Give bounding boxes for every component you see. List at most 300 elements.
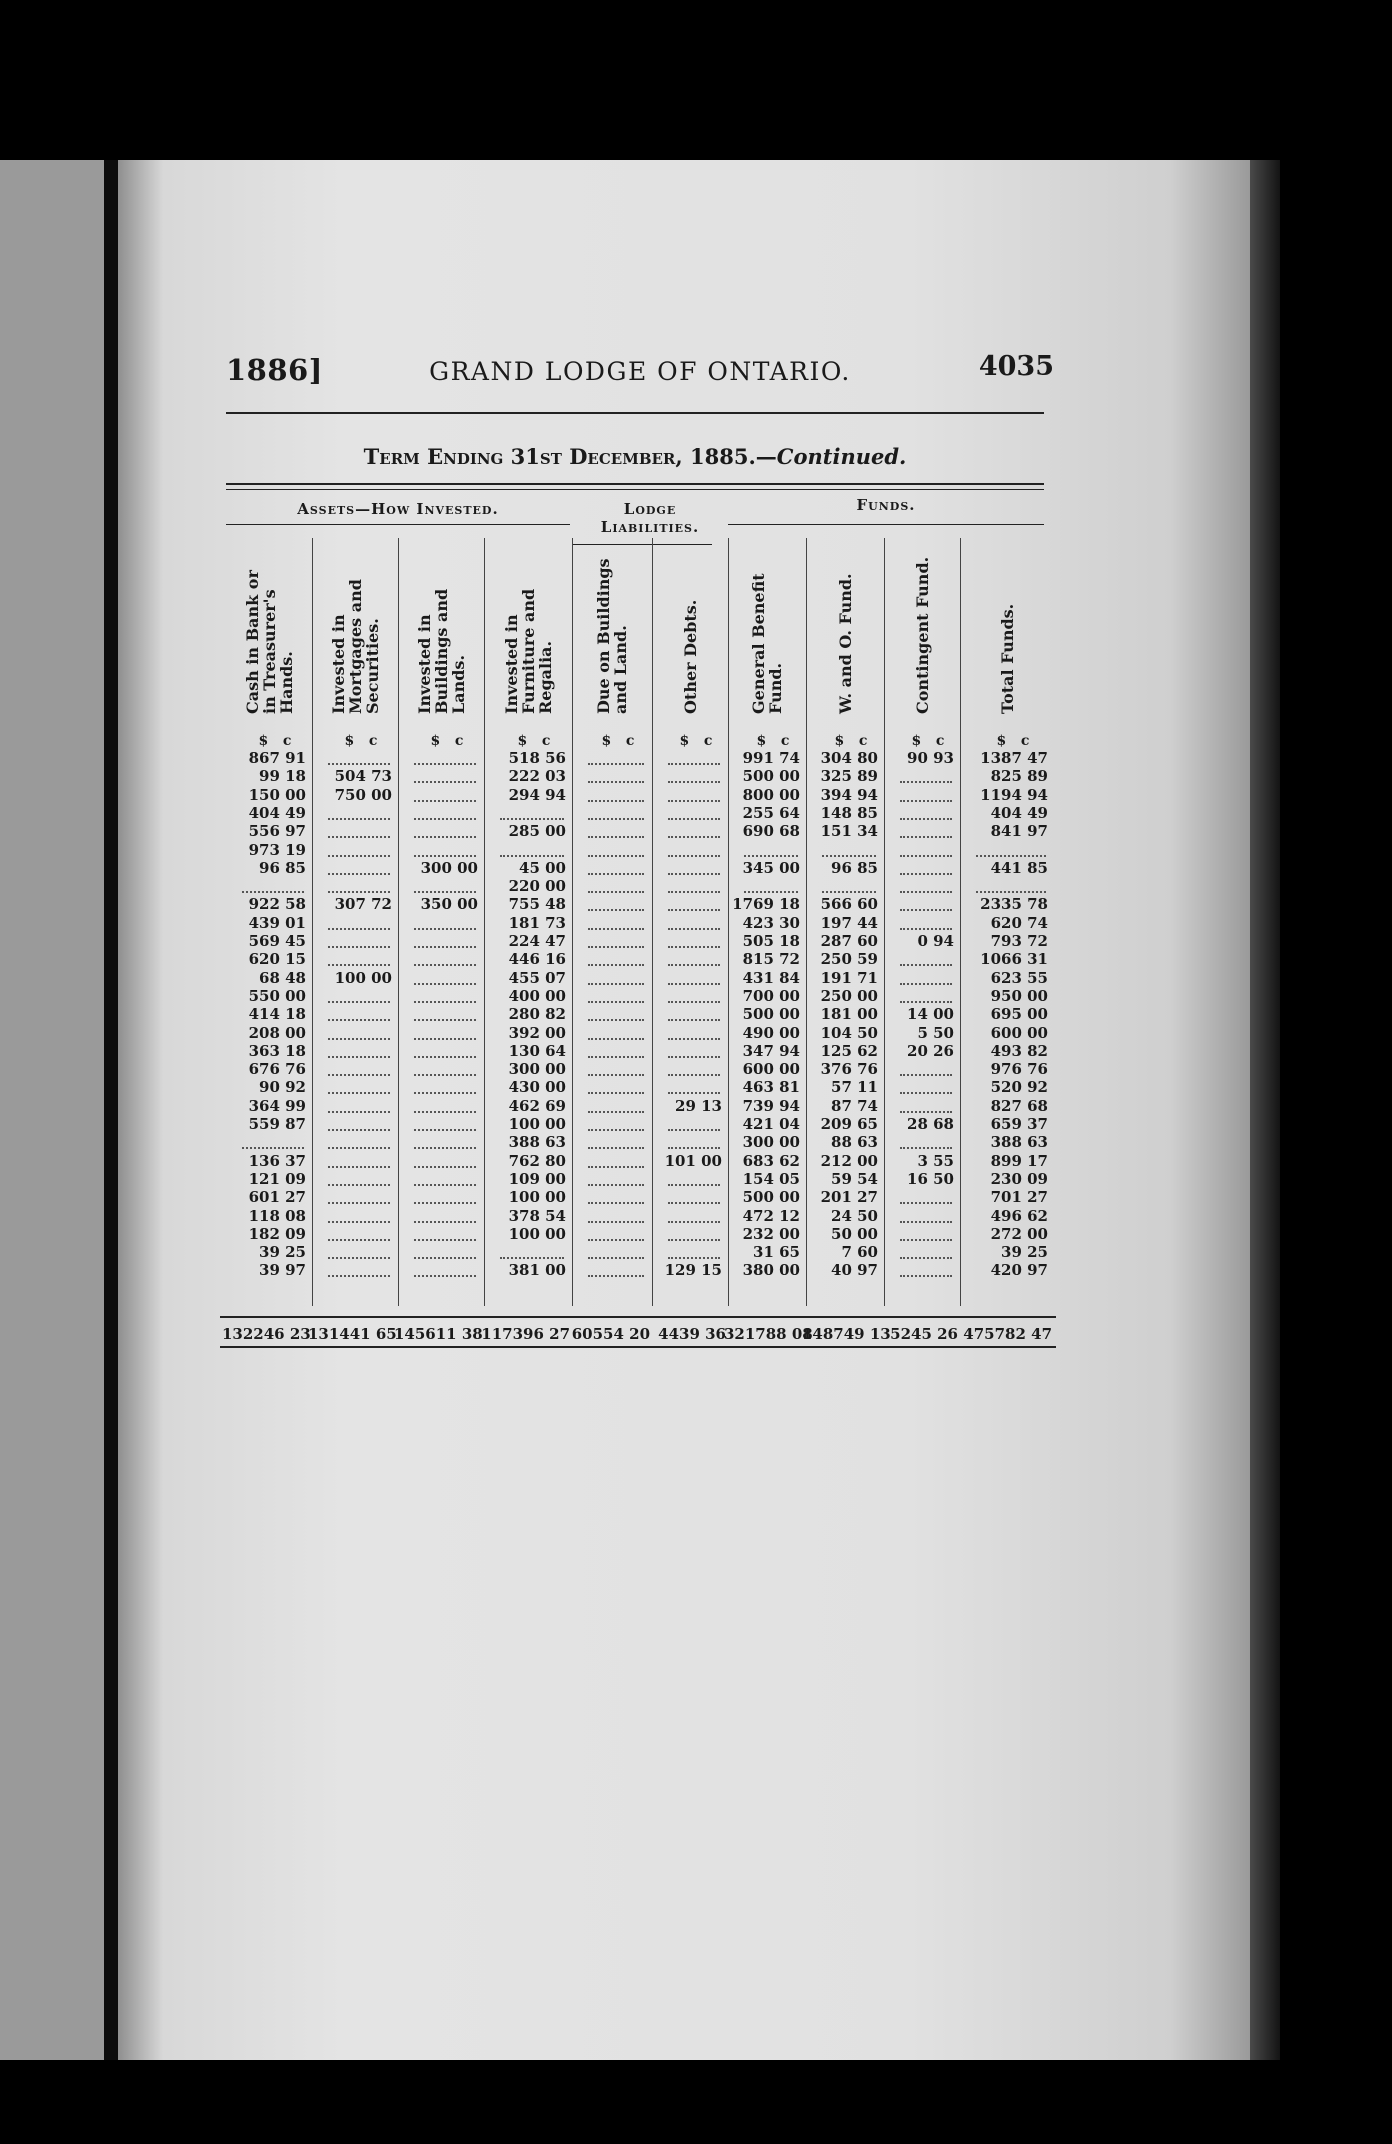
group-funds: Funds. bbox=[856, 496, 916, 514]
table-cell: 88 63 bbox=[831, 1133, 878, 1152]
leader-dots bbox=[414, 1111, 476, 1113]
leader-dots bbox=[668, 891, 720, 893]
leader-dots bbox=[588, 781, 644, 783]
leader-dots bbox=[668, 1056, 720, 1058]
leader-dots bbox=[328, 1147, 390, 1149]
leader-dots bbox=[328, 1038, 390, 1040]
leader-dots bbox=[242, 891, 304, 893]
leader-dots bbox=[328, 1221, 390, 1223]
table-cell: 976 76 bbox=[990, 1060, 1048, 1079]
leader-dots bbox=[414, 1257, 476, 1259]
leader-dots bbox=[414, 781, 476, 783]
leader-dots bbox=[588, 1275, 644, 1277]
table-cell: 394 94 bbox=[820, 785, 878, 804]
column-header bbox=[960, 544, 1054, 716]
table-cell: 100 00 bbox=[508, 1224, 566, 1243]
table-cell: 496 62 bbox=[990, 1206, 1048, 1225]
leader-dots bbox=[900, 873, 952, 875]
leader-dots bbox=[588, 928, 644, 930]
leader-dots bbox=[900, 836, 952, 838]
table-cell: 57 11 bbox=[831, 1078, 878, 1097]
table-cell: 130 64 bbox=[508, 1041, 566, 1060]
table-cell: 39 25 bbox=[259, 1243, 306, 1262]
total-cell: 131441 65 bbox=[308, 1325, 397, 1343]
leader-dots bbox=[900, 1092, 952, 1094]
leader-dots bbox=[588, 1239, 644, 1241]
units-label: $ c bbox=[344, 733, 378, 749]
table-cell: 7 60 bbox=[841, 1243, 878, 1262]
page-year: 1886] bbox=[226, 353, 323, 387]
table-cell: 151 34 bbox=[820, 822, 878, 841]
leader-dots bbox=[822, 891, 876, 893]
leader-dots bbox=[588, 946, 644, 948]
table-cell: 493 82 bbox=[990, 1041, 1048, 1060]
leader-dots bbox=[900, 800, 952, 802]
table-cell: 50 00 bbox=[831, 1224, 878, 1243]
leader-dots bbox=[328, 873, 390, 875]
table-cell: 815 72 bbox=[742, 950, 800, 969]
leader-dots bbox=[328, 818, 390, 820]
units-label: $ c bbox=[517, 733, 551, 749]
head-rule bbox=[226, 412, 1044, 414]
leader-dots bbox=[668, 1221, 720, 1223]
leader-dots bbox=[414, 1221, 476, 1223]
total-cell: 145611 38 bbox=[394, 1325, 483, 1343]
table-cell: 827 68 bbox=[990, 1096, 1048, 1115]
table-cell: 755 48 bbox=[508, 895, 566, 914]
table-cell: 24 50 bbox=[831, 1206, 878, 1225]
units-label: $ c bbox=[756, 733, 790, 749]
units-label: $ c bbox=[996, 733, 1030, 749]
total-cell: 117396 27 bbox=[481, 1325, 570, 1343]
table-cell: 59 54 bbox=[831, 1169, 878, 1188]
leader-dots bbox=[900, 781, 952, 783]
leader-dots bbox=[328, 1275, 390, 1277]
units-label: $ c bbox=[911, 733, 945, 749]
totals-rule-2 bbox=[220, 1346, 1056, 1348]
column-header-label: Other Debts. bbox=[680, 599, 700, 714]
units-label: $ c bbox=[834, 733, 868, 749]
leader-dots bbox=[414, 946, 476, 948]
table-cell: 90 93 bbox=[907, 749, 954, 767]
table-cell: 285 00 bbox=[508, 822, 566, 841]
leader-dots bbox=[588, 964, 644, 966]
caption-rule-2 bbox=[226, 489, 1044, 490]
table-cell: 441 85 bbox=[990, 858, 1048, 877]
leader-dots bbox=[328, 1056, 390, 1058]
table-cell: 5 50 bbox=[917, 1023, 954, 1042]
leader-dots bbox=[900, 855, 952, 857]
table-cell: 1387 47 bbox=[980, 749, 1048, 767]
leader-dots bbox=[900, 1221, 952, 1223]
leader-dots bbox=[588, 1166, 644, 1168]
leader-dots bbox=[668, 1001, 720, 1003]
column-divider bbox=[728, 538, 729, 1306]
leader-dots bbox=[414, 1129, 476, 1131]
leader-dots bbox=[328, 891, 390, 893]
table-cell: 31 65 bbox=[753, 1243, 800, 1262]
table-cell: 208 00 bbox=[248, 1023, 306, 1042]
page-edge bbox=[1250, 160, 1280, 2060]
leader-dots bbox=[668, 873, 720, 875]
table-cell: 518 56 bbox=[508, 749, 566, 767]
leader-dots bbox=[588, 1202, 644, 1204]
table-cell: 867 91 bbox=[248, 749, 306, 767]
leader-dots bbox=[414, 1038, 476, 1040]
table-cell: 220 00 bbox=[508, 877, 566, 896]
table-cell: 500 00 bbox=[742, 1005, 800, 1024]
table-cell: 68 48 bbox=[259, 968, 306, 987]
table-cell: 500 00 bbox=[742, 767, 800, 786]
leader-dots bbox=[328, 1111, 390, 1113]
totals-rule-1 bbox=[220, 1316, 1056, 1318]
table-cell: 899 17 bbox=[990, 1151, 1048, 1170]
total-cell: 132246 23 bbox=[222, 1325, 311, 1343]
leader-dots bbox=[668, 836, 720, 838]
table-cell: 973 19 bbox=[248, 840, 306, 859]
table-cell: 388 63 bbox=[508, 1133, 566, 1152]
table-cell: 28 68 bbox=[907, 1115, 954, 1133]
table-cell: 104 50 bbox=[820, 1023, 878, 1042]
column-header-label: Invested in Mortgages and Securities. bbox=[328, 579, 382, 714]
leader-dots bbox=[328, 1166, 390, 1168]
leader-dots bbox=[588, 763, 644, 765]
leader-dots bbox=[328, 1001, 390, 1003]
table-cell: 280 82 bbox=[508, 1005, 566, 1024]
leader-dots bbox=[414, 1184, 476, 1186]
table-cell: 129 15 bbox=[664, 1261, 722, 1280]
table-cell: 421 04 bbox=[742, 1115, 800, 1133]
leader-dots bbox=[588, 1001, 644, 1003]
leader-dots bbox=[900, 1257, 952, 1259]
units-label: $ c bbox=[679, 733, 713, 749]
table-cell: 300 00 bbox=[508, 1060, 566, 1079]
leader-dots bbox=[900, 983, 952, 985]
table-cell: 550 00 bbox=[248, 986, 306, 1005]
table-cell: 345 00 bbox=[742, 858, 800, 877]
leader-dots bbox=[588, 1129, 644, 1131]
table-cell: 381 00 bbox=[508, 1261, 566, 1280]
table-cell: 232 00 bbox=[742, 1224, 800, 1243]
leader-dots bbox=[414, 964, 476, 966]
table-cell: 700 00 bbox=[742, 986, 800, 1005]
leader-dots bbox=[328, 964, 390, 966]
total-cell: 321788 08 bbox=[724, 1325, 813, 1343]
leader-dots bbox=[588, 1147, 644, 1149]
table-cell: 2335 78 bbox=[980, 895, 1048, 914]
table-cell: 325 89 bbox=[820, 767, 878, 786]
table-cell: 695 00 bbox=[990, 1005, 1048, 1024]
table-cell: 676 76 bbox=[248, 1060, 306, 1079]
table-cell: 40 97 bbox=[831, 1261, 878, 1280]
table-cell: 659 37 bbox=[990, 1115, 1048, 1133]
column-header-label: W. and O. Fund. bbox=[835, 573, 855, 714]
leader-dots bbox=[744, 855, 798, 857]
leader-dots bbox=[588, 1056, 644, 1058]
table-cell: 463 81 bbox=[742, 1078, 800, 1097]
leader-dots bbox=[328, 1092, 390, 1094]
leader-dots bbox=[414, 1166, 476, 1168]
leader-dots bbox=[414, 818, 476, 820]
column-divider bbox=[572, 538, 573, 1306]
table-cell: 500 00 bbox=[742, 1188, 800, 1207]
leader-dots bbox=[500, 818, 564, 820]
table-cell: 96 85 bbox=[259, 858, 306, 877]
page-title: GRAND LODGE OF ONTARIO. bbox=[429, 357, 851, 386]
table-cell: 300 00 bbox=[742, 1133, 800, 1152]
column-header-label: Contingent Fund. bbox=[912, 556, 932, 714]
running-head bbox=[226, 353, 1054, 393]
table-cell: 800 00 bbox=[742, 785, 800, 804]
table-cell: 380 00 bbox=[742, 1261, 800, 1280]
leader-dots bbox=[588, 1111, 644, 1113]
leader-dots bbox=[414, 763, 476, 765]
table-cell: 182 09 bbox=[248, 1224, 306, 1243]
table-cell: 683 62 bbox=[742, 1151, 800, 1170]
table-cell: 431 84 bbox=[742, 968, 800, 987]
leader-dots bbox=[414, 855, 476, 857]
leader-dots bbox=[668, 763, 720, 765]
leader-dots bbox=[328, 1129, 390, 1131]
table-cell: 181 00 bbox=[820, 1005, 878, 1024]
leader-dots bbox=[900, 1275, 952, 1277]
table-cell: 255 64 bbox=[742, 803, 800, 822]
leader-dots bbox=[744, 891, 798, 893]
table-cell: 209 65 bbox=[820, 1115, 878, 1133]
leader-dots bbox=[328, 763, 390, 765]
units-label: $ c bbox=[430, 733, 464, 749]
leader-dots bbox=[588, 983, 644, 985]
leader-dots bbox=[900, 1074, 952, 1076]
leader-dots bbox=[242, 1147, 304, 1149]
group-rule-funds bbox=[728, 524, 1044, 525]
leader-dots bbox=[588, 909, 644, 911]
leader-dots bbox=[668, 1074, 720, 1076]
leader-dots bbox=[328, 1184, 390, 1186]
table-cell: 3 55 bbox=[917, 1151, 954, 1170]
column-header bbox=[226, 544, 312, 716]
table-cell: 505 18 bbox=[742, 932, 800, 950]
leader-dots bbox=[328, 928, 390, 930]
table-cell: 762 80 bbox=[508, 1151, 566, 1170]
table-cell: 39 25 bbox=[1001, 1243, 1048, 1262]
table-cell: 950 00 bbox=[990, 986, 1048, 1005]
table-cell: 378 54 bbox=[508, 1206, 566, 1225]
leader-dots bbox=[328, 946, 390, 948]
leader-dots bbox=[668, 1038, 720, 1040]
leader-dots bbox=[668, 1184, 720, 1186]
leader-dots bbox=[328, 1202, 390, 1204]
table-cell: 559 87 bbox=[248, 1115, 306, 1133]
table-cell: 793 72 bbox=[990, 932, 1048, 950]
table-cell: 404 49 bbox=[248, 803, 306, 822]
leader-dots bbox=[668, 1019, 720, 1021]
group-liabilities-2: Liabilities. bbox=[600, 518, 700, 536]
leader-dots bbox=[588, 1019, 644, 1021]
table-cell: 294 94 bbox=[508, 785, 566, 804]
table-cell: 136 37 bbox=[248, 1151, 306, 1170]
leader-dots bbox=[822, 855, 876, 857]
leader-dots bbox=[328, 1239, 390, 1241]
adjacent-left-page bbox=[0, 160, 104, 2060]
table-cell: 20 26 bbox=[907, 1041, 954, 1060]
table-cell: 922 58 bbox=[248, 895, 306, 914]
leader-dots bbox=[900, 928, 952, 930]
table-cell: 201 27 bbox=[820, 1188, 878, 1207]
leader-dots bbox=[414, 1202, 476, 1204]
table-cell: 600 00 bbox=[742, 1060, 800, 1079]
leader-dots bbox=[414, 891, 476, 893]
leader-dots bbox=[588, 836, 644, 838]
leader-dots bbox=[588, 891, 644, 893]
leader-dots bbox=[414, 1056, 476, 1058]
table-cell: 125 62 bbox=[820, 1041, 878, 1060]
table-cell: 423 30 bbox=[742, 913, 800, 932]
table-cell: 363 18 bbox=[248, 1041, 306, 1060]
leader-dots bbox=[588, 1038, 644, 1040]
column-divider bbox=[312, 538, 313, 1306]
table-cell: 490 00 bbox=[742, 1023, 800, 1042]
leader-dots bbox=[414, 1019, 476, 1021]
leader-dots bbox=[414, 1001, 476, 1003]
table-cell: 96 85 bbox=[831, 858, 878, 877]
table-cell: 446 16 bbox=[508, 950, 566, 969]
table-cell: 620 74 bbox=[990, 913, 1048, 932]
leader-dots bbox=[900, 1111, 952, 1113]
table-cell: 14 00 bbox=[907, 1005, 954, 1024]
table-cell: 197 44 bbox=[820, 913, 878, 932]
table-cell: 520 92 bbox=[990, 1078, 1048, 1097]
leader-dots bbox=[328, 1257, 390, 1259]
caption-continued: Continued. bbox=[776, 444, 907, 469]
page-number: 4035 bbox=[978, 351, 1054, 382]
leader-dots bbox=[414, 983, 476, 985]
table-cell: 569 45 bbox=[248, 932, 306, 950]
total-cell: 475782 47 bbox=[963, 1325, 1052, 1343]
leader-dots bbox=[900, 1202, 952, 1204]
table-cell: 250 59 bbox=[820, 950, 878, 969]
column-header-label: Total Funds. bbox=[997, 603, 1017, 714]
table-cell: 287 60 bbox=[820, 932, 878, 950]
leader-dots bbox=[588, 1092, 644, 1094]
leader-dots bbox=[588, 855, 644, 857]
table-cell: 100 00 bbox=[508, 1115, 566, 1133]
table-cell: 29 13 bbox=[675, 1096, 722, 1115]
leader-dots bbox=[976, 891, 1046, 893]
table-cell: 87 74 bbox=[831, 1096, 878, 1115]
group-rule-assets bbox=[226, 524, 570, 525]
leader-dots bbox=[414, 1275, 476, 1277]
column-header bbox=[884, 544, 960, 716]
leader-dots bbox=[588, 1074, 644, 1076]
leader-dots bbox=[900, 891, 952, 893]
table-cell: 430 00 bbox=[508, 1078, 566, 1097]
leader-dots bbox=[414, 928, 476, 930]
caption-rule-1 bbox=[226, 483, 1044, 485]
total-cell: 148749 13 bbox=[802, 1325, 891, 1343]
table-cell: 455 07 bbox=[508, 968, 566, 987]
table-cell: 109 00 bbox=[508, 1169, 566, 1188]
table-cell: 212 00 bbox=[820, 1151, 878, 1170]
leader-dots bbox=[668, 1092, 720, 1094]
table-cell: 121 09 bbox=[248, 1169, 306, 1188]
leader-dots bbox=[668, 855, 720, 857]
column-header bbox=[484, 544, 572, 716]
leader-dots bbox=[668, 946, 720, 948]
table-cell: 420 97 bbox=[990, 1261, 1048, 1280]
table-cell: 100 00 bbox=[334, 968, 392, 987]
leader-dots bbox=[668, 800, 720, 802]
table-cell: 701 27 bbox=[990, 1188, 1048, 1207]
column-header-label: General Benefit Fund. bbox=[749, 573, 785, 714]
table-cell: 154 05 bbox=[742, 1169, 800, 1188]
total-cell: 60554 20 bbox=[571, 1325, 650, 1343]
table-cell: 462 69 bbox=[508, 1096, 566, 1115]
table-cell: 556 97 bbox=[248, 822, 306, 841]
leader-dots bbox=[900, 909, 952, 911]
units-label: $ c bbox=[601, 733, 635, 749]
table-cell: 750 00 bbox=[334, 785, 392, 804]
table-cell: 400 00 bbox=[508, 986, 566, 1005]
units-label: $ c bbox=[258, 733, 292, 749]
table-cell: 39 97 bbox=[259, 1261, 306, 1280]
leader-dots bbox=[414, 800, 476, 802]
table-cell: 414 18 bbox=[248, 1005, 306, 1024]
table-cell: 100 00 bbox=[508, 1188, 566, 1207]
leader-dots bbox=[668, 1239, 720, 1241]
leader-dots bbox=[328, 855, 390, 857]
table-cell: 101 00 bbox=[664, 1151, 722, 1170]
table-cell: 825 89 bbox=[990, 767, 1048, 786]
leader-dots bbox=[976, 855, 1046, 857]
group-assets: Assets—How Invested. bbox=[297, 500, 499, 518]
column-header-label: Invested in Buildings and Lands. bbox=[414, 588, 468, 714]
table-cell: 224 47 bbox=[508, 932, 566, 950]
leader-dots bbox=[588, 800, 644, 802]
column-header bbox=[806, 544, 884, 716]
table-cell: 623 55 bbox=[990, 968, 1048, 987]
leader-dots bbox=[900, 818, 952, 820]
table-cell: 376 76 bbox=[820, 1060, 878, 1079]
table-cell: 304 80 bbox=[820, 749, 878, 767]
table-cell: 841 97 bbox=[990, 822, 1048, 841]
leader-dots bbox=[668, 818, 720, 820]
column-divider bbox=[806, 538, 807, 1306]
table-cell: 250 00 bbox=[820, 986, 878, 1005]
table-cell: 350 00 bbox=[420, 895, 478, 914]
leader-dots bbox=[588, 1221, 644, 1223]
leader-dots bbox=[668, 983, 720, 985]
leader-dots bbox=[668, 781, 720, 783]
leader-dots bbox=[668, 1202, 720, 1204]
table-cell: 300 00 bbox=[420, 858, 478, 877]
column-header-label: Invested in Furniture and Regalia. bbox=[501, 588, 555, 714]
table-cell: 150 00 bbox=[248, 785, 306, 804]
leader-dots bbox=[328, 1019, 390, 1021]
column-header bbox=[312, 544, 398, 716]
leader-dots bbox=[668, 1257, 720, 1259]
column-header bbox=[652, 544, 728, 716]
table-cell: 991 74 bbox=[742, 749, 800, 767]
leader-dots bbox=[900, 1239, 952, 1241]
table-caption bbox=[226, 444, 1044, 469]
table-cell: 504 73 bbox=[334, 767, 392, 786]
table-cell: 1066 31 bbox=[980, 950, 1048, 969]
column-header-label: Due on Buildings and Land. bbox=[594, 558, 630, 714]
table-cell: 690 68 bbox=[742, 822, 800, 841]
leader-dots bbox=[414, 1239, 476, 1241]
table-cell: 404 49 bbox=[990, 803, 1048, 822]
